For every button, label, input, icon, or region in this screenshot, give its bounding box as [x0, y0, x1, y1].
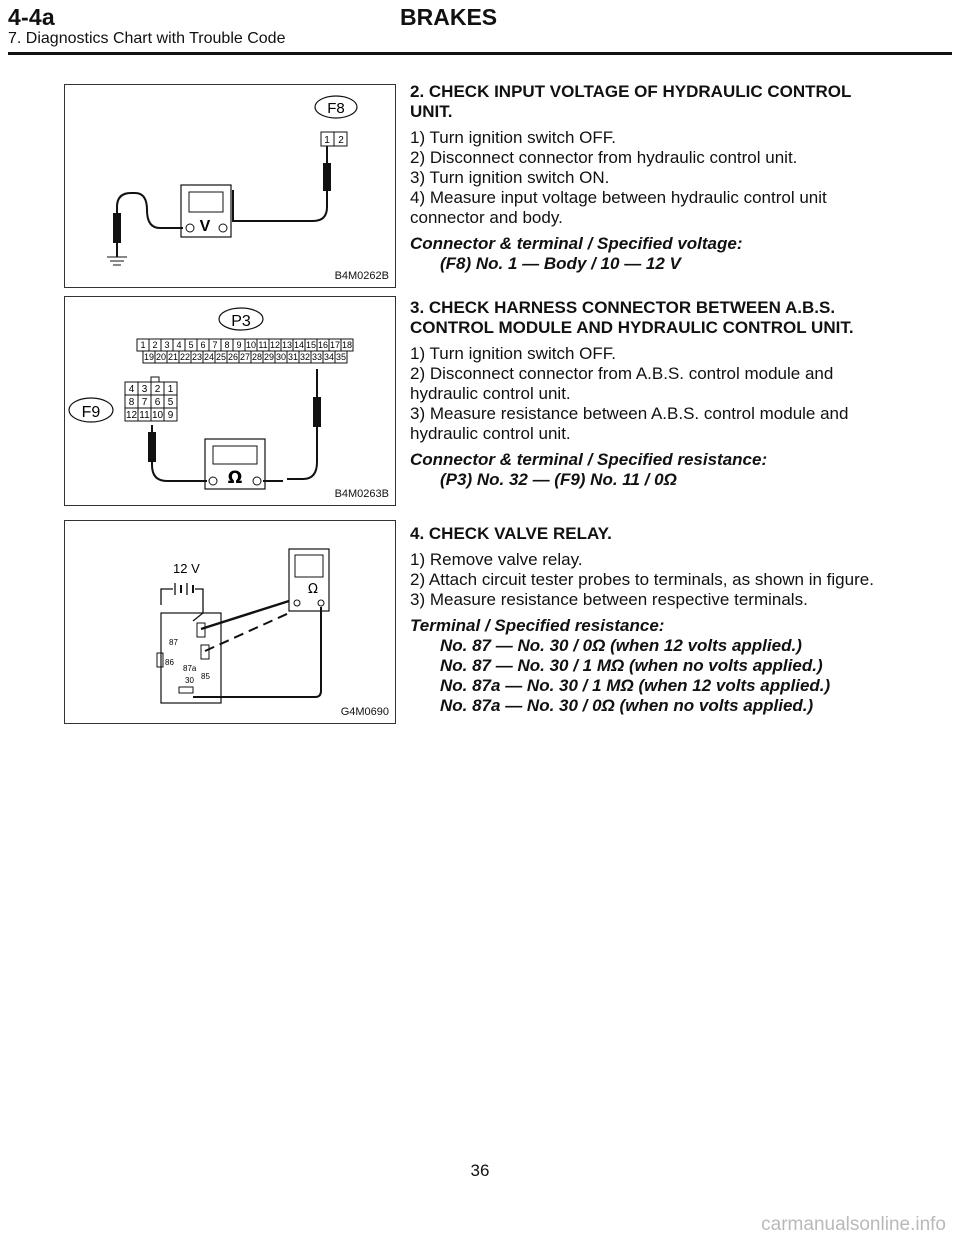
figure-code: G4M0690	[340, 706, 389, 718]
spec-label: Terminal / Specified resistance:	[410, 616, 665, 635]
p3-pin: 4	[176, 340, 182, 350]
p3-pin: 20	[155, 352, 167, 362]
spec-label: Connector & terminal / Specified voltage:	[410, 234, 743, 253]
voltmeter-symbol: V	[199, 218, 211, 235]
f9-pin: 5	[167, 397, 174, 408]
f9-pin: 4	[128, 384, 135, 395]
p3-pin: 22	[179, 352, 191, 362]
step: 2) Disconnect connector from A.B.S. control module and hydraulic control unit.	[410, 364, 834, 403]
f9-label: F9	[81, 404, 101, 421]
page-number: 36	[470, 1161, 490, 1180]
f9-pin: 10	[151, 410, 164, 421]
step: 2) Disconnect connector from hydraulic control unit.	[410, 148, 798, 167]
f9-pin: 7	[141, 397, 148, 408]
step: 2) Attach circuit tester probes to terminals, as shown in figure.	[410, 570, 874, 589]
ohmmeter-symbol: Ω	[227, 468, 243, 488]
spec-value: No. 87 — No. 30 / 0Ω (when 12 volts applied.)	[440, 636, 802, 655]
p3-pin: 2	[152, 340, 158, 350]
p3-pin: 21	[167, 352, 179, 362]
f9-pin: 3	[141, 384, 148, 395]
p3-pin: 13	[281, 340, 293, 350]
p3-pin: 17	[329, 340, 341, 350]
p3-pin: 29	[263, 352, 275, 362]
p3-pin: 7	[212, 340, 218, 350]
p3-pin: 35	[335, 352, 347, 362]
watermark: carmanualsonline.info	[761, 1214, 946, 1235]
step: 1) Turn ignition switch OFF.	[410, 344, 616, 363]
step: 4) Measure input voltage between hydraulic control unit connector and body.	[410, 188, 827, 227]
svg-text:87a: 87a	[183, 664, 197, 673]
p3-pin: 23	[191, 352, 203, 362]
step: 1) Turn ignition switch OFF.	[410, 128, 616, 147]
p3-pin: 6	[200, 340, 206, 350]
step: 1) Remove valve relay.	[410, 550, 583, 569]
f9-pin: 6	[154, 397, 161, 408]
p3-pin: 31	[287, 352, 299, 362]
spec-label: Connector & terminal / Specified resistance:	[410, 450, 768, 469]
p3-pin: 28	[251, 352, 263, 362]
p3-pin: 34	[323, 352, 335, 362]
f9-pin: 8	[128, 397, 135, 408]
header-rule	[8, 52, 952, 55]
step: 3) Measure resistance between respective terminals.	[410, 590, 808, 609]
p3-pin: 12	[269, 340, 281, 350]
p3-label: P3	[231, 313, 251, 330]
p3-pin: 11	[258, 340, 268, 350]
p3-pin: 26	[227, 352, 239, 362]
section-heading: 3. CHECK HARNESS CONNECTOR BETWEEN A.B.S. CONTROL MODULE AND HYDRAULIC CONTROL UNIT.	[410, 298, 854, 337]
spec-value: (F8) No. 1 — Body / 10 — 12 V	[440, 254, 681, 273]
svg-text:1: 1	[324, 135, 330, 146]
section-check-valve-relay	[410, 524, 880, 716]
step: 3) Turn ignition switch ON.	[410, 168, 610, 187]
p3-pin: 1	[140, 340, 146, 350]
p3-pin: 19	[143, 352, 155, 362]
spec-value: No. 87 — No. 30 / 1 MΩ (when no volts applied.)	[440, 656, 823, 675]
ohmmeter-symbol: Ω	[308, 582, 318, 597]
chapter-title: BRAKES	[400, 4, 498, 30]
svg-text:86: 86	[165, 658, 174, 667]
p3-pin: 32	[299, 352, 311, 362]
f9-pin: 9	[167, 410, 174, 421]
p3-pin: 24	[203, 352, 215, 362]
figure-voltage-check	[64, 84, 396, 288]
step: 3) Measure resistance between A.B.S. control module and hydraulic control unit.	[410, 404, 849, 443]
p3-pin: 27	[239, 352, 251, 362]
p3-pin: 8	[224, 340, 230, 350]
p3-pin: 9	[236, 340, 242, 350]
p3-pin: 25	[215, 352, 227, 362]
section-check-input-voltage	[410, 82, 880, 274]
f9-pin: 11	[139, 410, 150, 421]
p3-pin: 5	[188, 340, 194, 350]
f8-label: F8	[327, 100, 345, 117]
p3-pin: 15	[305, 340, 317, 350]
p3-pin: 3	[164, 340, 170, 350]
p3-pin: 16	[317, 340, 329, 350]
figure-code: B4M0263B	[334, 488, 389, 500]
voltage-check-diagram	[65, 85, 395, 287]
spec-value: (P3) No. 32 — (F9) No. 11 / 0Ω	[440, 470, 677, 489]
harness-check-diagram	[65, 297, 395, 505]
figure-harness-check	[64, 296, 396, 506]
svg-text:30: 30	[185, 676, 194, 685]
f9-pin: 1	[167, 384, 174, 395]
svg-text:2: 2	[338, 135, 344, 146]
section-heading: 4. CHECK VALVE RELAY.	[410, 524, 612, 543]
section-subtitle: 7. Diagnostics Chart with Trouble Code	[8, 30, 286, 47]
battery-label: 12 V	[173, 561, 200, 576]
figure-code: B4M0262B	[334, 270, 389, 282]
svg-text:87: 87	[169, 638, 178, 647]
p3-pin: 14	[293, 340, 305, 350]
svg-text:85: 85	[201, 672, 210, 681]
section-check-harness-connector	[410, 298, 880, 490]
valve-relay-diagram	[65, 521, 395, 723]
p3-pin: 18	[341, 340, 353, 350]
f9-pin: 2	[154, 384, 161, 395]
p3-pin: 33	[311, 352, 323, 362]
p3-pin: 10	[245, 340, 257, 350]
section-code: 4-4a	[8, 4, 55, 30]
spec-value: No. 87a — No. 30 / 0Ω (when no volts applied.)	[440, 696, 814, 715]
section-heading: 2. CHECK INPUT VOLTAGE OF HYDRAULIC CONTROL UNIT.	[410, 82, 852, 121]
f9-pin: 12	[125, 410, 138, 421]
spec-value: No. 87a — No. 30 / 1 MΩ (when 12 volts applied.)	[440, 676, 831, 695]
p3-pin: 30	[275, 352, 287, 362]
figure-valve-relay	[64, 520, 396, 724]
